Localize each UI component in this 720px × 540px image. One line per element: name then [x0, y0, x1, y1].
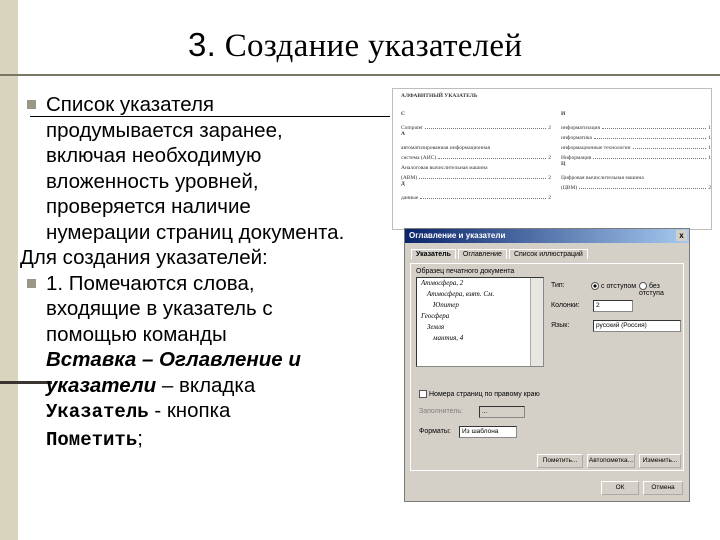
index-column-right: [561, 111, 711, 191]
close-icon[interactable]: x: [676, 230, 687, 241]
index-page-number: 1: [708, 135, 711, 141]
index-term: информатизация: [561, 125, 600, 131]
index-term: информационные технологии: [561, 145, 631, 151]
dot-leader: [438, 158, 546, 159]
index-page-number: 2: [548, 175, 551, 181]
title-rule: [0, 74, 720, 76]
formats-label: Форматы:: [419, 428, 451, 435]
index-letter-heading: С: [401, 111, 405, 117]
bullet-line: [46, 373, 405, 399]
dot-leader: [594, 138, 706, 139]
bullet-line: [46, 426, 405, 454]
language-label: Язык:: [551, 322, 570, 329]
index-entry: [561, 131, 711, 141]
button-name: Пометить: [46, 428, 138, 451]
index-entry: [561, 171, 711, 181]
dot-leader: [579, 188, 706, 189]
columns-label: Колонки:: [551, 302, 580, 309]
language-select[interactable]: русский (Россия): [593, 320, 681, 332]
index-page-number: 1: [708, 145, 711, 151]
index-letter-heading: И: [561, 111, 566, 117]
index-entry: [561, 151, 711, 161]
bullet-line: включая необходимую: [46, 144, 262, 167]
dot-leader: [425, 128, 546, 129]
index-letter-heading: А: [401, 131, 405, 137]
checkbox-icon[interactable]: [419, 390, 427, 398]
bullet-item-2: [20, 271, 405, 454]
radio-label: с отступом: [601, 282, 637, 290]
align-checkbox[interactable]: [419, 390, 540, 398]
columns-input[interactable]: 2: [593, 300, 633, 312]
preview-line: Атмосфера, 2: [421, 279, 464, 287]
modify-button[interactable]: Изменить...: [639, 454, 681, 468]
dot-leader: [633, 148, 707, 149]
preview-box: [416, 277, 544, 367]
bullet-line: вложенность уровней,: [46, 169, 259, 193]
dot-leader: [419, 178, 546, 179]
index-dialog: [404, 228, 690, 502]
index-title: АЛФАВИТНЫЙ УКАЗАТЕЛЬ: [401, 93, 478, 99]
checkbox-label: Номера страниц по правому краю: [429, 390, 540, 398]
bullet-line: [46, 398, 405, 426]
paragraph: Для создания указателей:: [20, 246, 268, 269]
index-term: Цифровая вычислительная машина: [561, 175, 644, 181]
square-bullet-icon: [27, 279, 36, 288]
index-term: автоматизированная информационная: [401, 145, 491, 151]
preview-line: Атмосфера, взят. См.: [427, 290, 495, 298]
index-term: информатика: [561, 135, 592, 141]
title-number: 3.: [188, 26, 217, 63]
scrollbar[interactable]: [530, 278, 543, 366]
text-fragment: – вкладка: [156, 373, 256, 397]
slide-title: [188, 26, 522, 65]
preview-line: Геосфера: [421, 312, 450, 320]
index-letter-heading: Ц: [561, 161, 566, 167]
type-option-runin[interactable]: [639, 282, 683, 297]
preview-line: Юпитер: [433, 301, 459, 309]
index-column-left: [401, 111, 551, 201]
dot-leader: [602, 128, 706, 129]
dialog-tabs: [411, 249, 590, 259]
tab-leader-select[interactable]: ...: [479, 406, 525, 418]
index-term: Информация: [561, 155, 592, 161]
index-term: (ЦВМ): [561, 185, 578, 191]
left-accent-bar: [0, 0, 18, 540]
tab-toc[interactable]: Оглавление: [458, 249, 507, 259]
cancel-button[interactable]: Отмена: [643, 481, 683, 495]
radio-icon[interactable]: [591, 282, 599, 290]
index-page-number: 2: [548, 125, 551, 131]
index-term: данные: [401, 195, 419, 201]
index-entry: [401, 151, 551, 161]
preview-line: Земля: [427, 323, 445, 331]
index-entry: [401, 161, 551, 171]
text-fragment: - кнопка: [148, 399, 231, 422]
menu-command: Вставка – Оглавление и: [46, 348, 301, 371]
menu-command: указатели: [46, 373, 157, 397]
index-entry: [401, 171, 551, 181]
bullet-line: Список указателя: [46, 93, 215, 116]
index-entry: [561, 181, 711, 191]
dialog-title-text: Оглавление и указатели: [409, 231, 506, 240]
tab-figures[interactable]: Список иллюстраций: [509, 249, 588, 259]
index-entry: [561, 141, 711, 151]
index-page-number: 2: [548, 195, 551, 201]
bullet-line: [46, 347, 405, 373]
index-letter-heading: Д: [401, 181, 405, 187]
automark-button[interactable]: Автопометка...: [587, 454, 635, 468]
dot-leader: [593, 158, 706, 159]
tab-panel: [410, 263, 684, 471]
index-term: Computer: [401, 125, 423, 131]
bullet-line: продумывается заранее,: [46, 118, 283, 142]
index-entry: [401, 121, 551, 131]
index-entry: [401, 191, 551, 201]
index-term: Аналоговая вычислительная машина: [401, 165, 488, 171]
square-bullet-icon: [27, 100, 36, 109]
bullet-item-1: [20, 92, 405, 245]
tab-leader-label: Заполнитель:: [419, 408, 463, 415]
type-label: Тип:: [551, 282, 565, 289]
index-example-image: [392, 88, 712, 230]
index-page-number: 2: [548, 155, 551, 161]
index-entry: [561, 121, 711, 131]
preview-label: Образец печатного документа: [416, 268, 515, 275]
mark-entry-button[interactable]: Пометить...: [537, 454, 583, 468]
tab-name: Указатель: [46, 401, 149, 423]
title-text: Создание указателей: [224, 28, 523, 64]
preview-line: мантия, 4: [433, 334, 464, 342]
dot-leader: [420, 198, 546, 199]
bullet-line: помощью команды: [46, 322, 227, 346]
ok-button[interactable]: ОК: [601, 481, 639, 495]
index-page-number: 1: [708, 155, 711, 161]
formats-select[interactable]: Из шаблона: [459, 426, 517, 438]
index-term: система (АИС): [401, 155, 437, 161]
bullet-line: нумерации страниц документа.: [46, 220, 345, 244]
index-page-number: 2: [708, 185, 711, 191]
index-term: (АВМ): [401, 175, 418, 181]
text-fragment: ;: [137, 426, 143, 450]
dialog-title: [405, 229, 689, 243]
bullet-line: входящие в указатель с: [46, 297, 273, 320]
radio-icon[interactable]: [639, 282, 647, 290]
radio-label: без отступа: [639, 282, 664, 297]
bullet-line: 1. Помечаются слова,: [46, 271, 255, 295]
type-option-indent[interactable]: [591, 282, 636, 290]
index-page-number: 1: [708, 125, 711, 131]
tab-index[interactable]: Указатель: [411, 249, 456, 259]
index-entry: [401, 141, 551, 151]
body-text: [20, 92, 405, 453]
bullet-line: проверяется наличие: [46, 195, 251, 218]
